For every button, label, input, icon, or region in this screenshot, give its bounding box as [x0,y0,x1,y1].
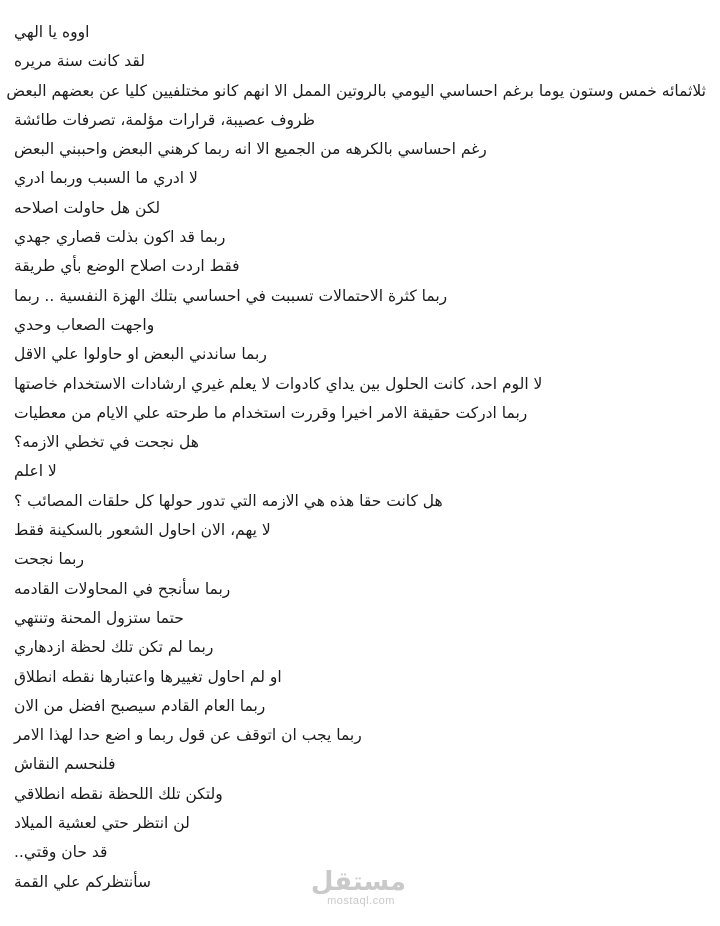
post-line: ولتكن تلك اللحظة نقطه انطلاقي [14,784,223,803]
post-line: واجهت الصعاب وحدي [14,315,155,334]
watermark-domain: mostaql.com [327,895,395,907]
post-line: لا الوم احد، كانت الحلول بين يداي كادوات لا يعلم غيري ارشادات الاستخدام خاصتها [14,374,543,393]
post-line: ربما كثرة الاحتمالات تسببت في احساسي بتلك الهزة النفسية .. ربما [14,286,448,305]
post-line: قد حان وقتي.. [14,843,108,862]
post-line: لا يهم، الان احاول الشعور بالسكينة فقط [14,521,271,540]
post-line: ربما ادركت حقيقة الامر اخيرا وقررت استخدام ما طرحته علي الايام من معطيات [14,403,528,422]
post-line: فلنحسم النقاش [14,755,116,774]
post-line: او لم احاول تغييرها واعتبارها نقطه انطلاق [14,667,282,686]
post-line: حتما ستزول المحنة وتنتهي [14,608,184,627]
post-line: ربما لم تكن تلك لحظة ازدهاري [14,638,214,657]
post-line: لن انتظر حتي لعشية الميلاد [14,814,190,833]
post-line: لا اعلم [14,462,57,481]
watermark-logo-text: مستقل [310,867,406,897]
post-body [6,18,706,897]
post-line: ربما ساندني البعض او حاولوا علي الاقل [14,345,267,364]
post-line: ربما العام القادم سيصبح افضل من الان [14,696,266,715]
post-line: سأنتظركم علي القمة [14,872,151,891]
mostaql-watermark [310,867,406,907]
post-line: ربما سأنجح في المحاولات القادمه [14,579,231,598]
post-line: هل نجحت في تخطي الازمه؟ [14,433,199,452]
post-line: اووه يا الهي [14,23,90,41]
post-line: لا ادري ما السبب وربما ادري [14,169,198,188]
post-line: ربما يجب ان اتوقف عن قول ربما و اضع حدا لهذا الامر [14,726,362,745]
post-line: ثلاثمائه خمس وستون يوما برغم احساسي اليومي بالروتين الممل الا انهم كانو مختلفيين كليا عن بعضهم البعض [6,81,706,100]
post-line: ربما قد اكون بذلت قصاري جهدي [14,228,226,247]
post-line: فقط اردت اصلاح الوضع بأي طريقة [14,257,240,276]
post-line: لكن هل حاولت اصلاحه [14,198,161,217]
post-line: هل كانت حقا هذه هي الازمه التي تدور حولها كل حلقات المصائب ؟ [14,491,443,510]
post-line: لقد كانت سنة مريره [14,52,145,71]
post-line: ظروف عصيبة، قرارات مؤلمة، تصرفات طائشة [14,110,315,129]
post-line: ربما نجحت [14,550,84,569]
post-line: رغم احساسي بالكرهه من الجميع الا انه ربما كرهني البعض واحببني البعض [14,140,487,159]
